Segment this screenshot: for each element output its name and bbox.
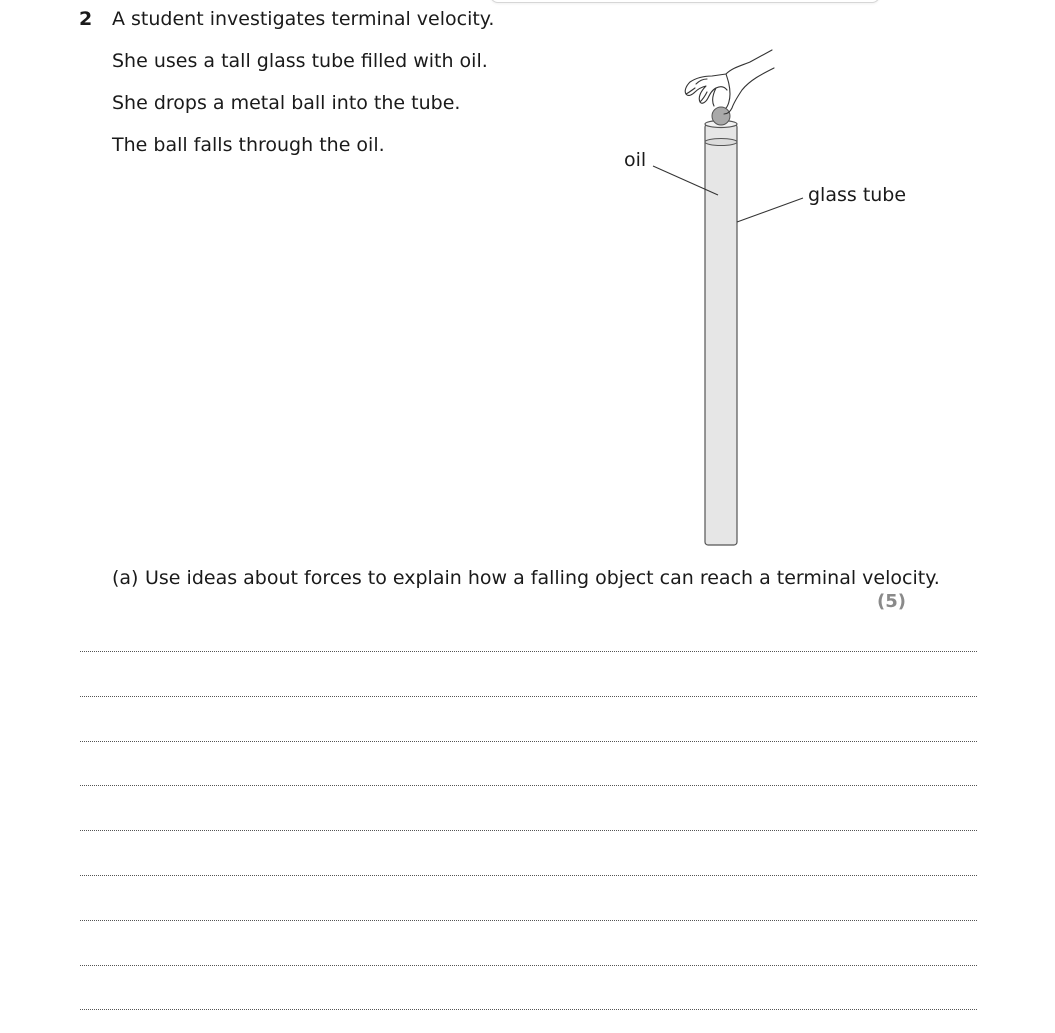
answer-line[interactable]	[80, 920, 977, 921]
answer-line[interactable]	[80, 785, 977, 786]
oil-label: oil	[624, 149, 647, 171]
answer-line[interactable]	[80, 965, 977, 966]
apparatus-diagram	[600, 44, 920, 554]
answer-line[interactable]	[80, 696, 977, 697]
stem-line-1: A student investigates terminal velocity.	[112, 8, 495, 30]
answer-line[interactable]	[80, 651, 977, 652]
part-a-text: Use ideas about forces to explain how a falling object can reach a terminal velocity.	[145, 567, 940, 589]
marks-indicator: (5)	[877, 591, 906, 612]
oil-surface	[705, 139, 737, 146]
glass-tube-label: glass tube	[808, 184, 907, 206]
stem-line-2: She uses a tall glass tube filled with oil.	[112, 50, 488, 72]
question-number: 2	[79, 8, 93, 30]
part-a-label: (a)	[112, 567, 139, 589]
stem-line-4: The ball falls through the oil.	[112, 134, 385, 156]
metal-ball	[712, 107, 730, 125]
hand-illustration	[685, 50, 774, 114]
part-a-prompt	[112, 566, 940, 590]
answer-line[interactable]	[80, 741, 977, 742]
answer-line[interactable]	[80, 875, 977, 876]
glass-tube	[705, 124, 737, 545]
top-tab-edge	[490, 0, 880, 3]
glass-tube-leader-line	[737, 198, 803, 222]
stem-line-3: She drops a metal ball into the tube.	[112, 92, 461, 114]
apparatus-drawing	[600, 44, 920, 554]
answer-line[interactable]	[80, 1009, 977, 1010]
answer-line[interactable]	[80, 830, 977, 831]
